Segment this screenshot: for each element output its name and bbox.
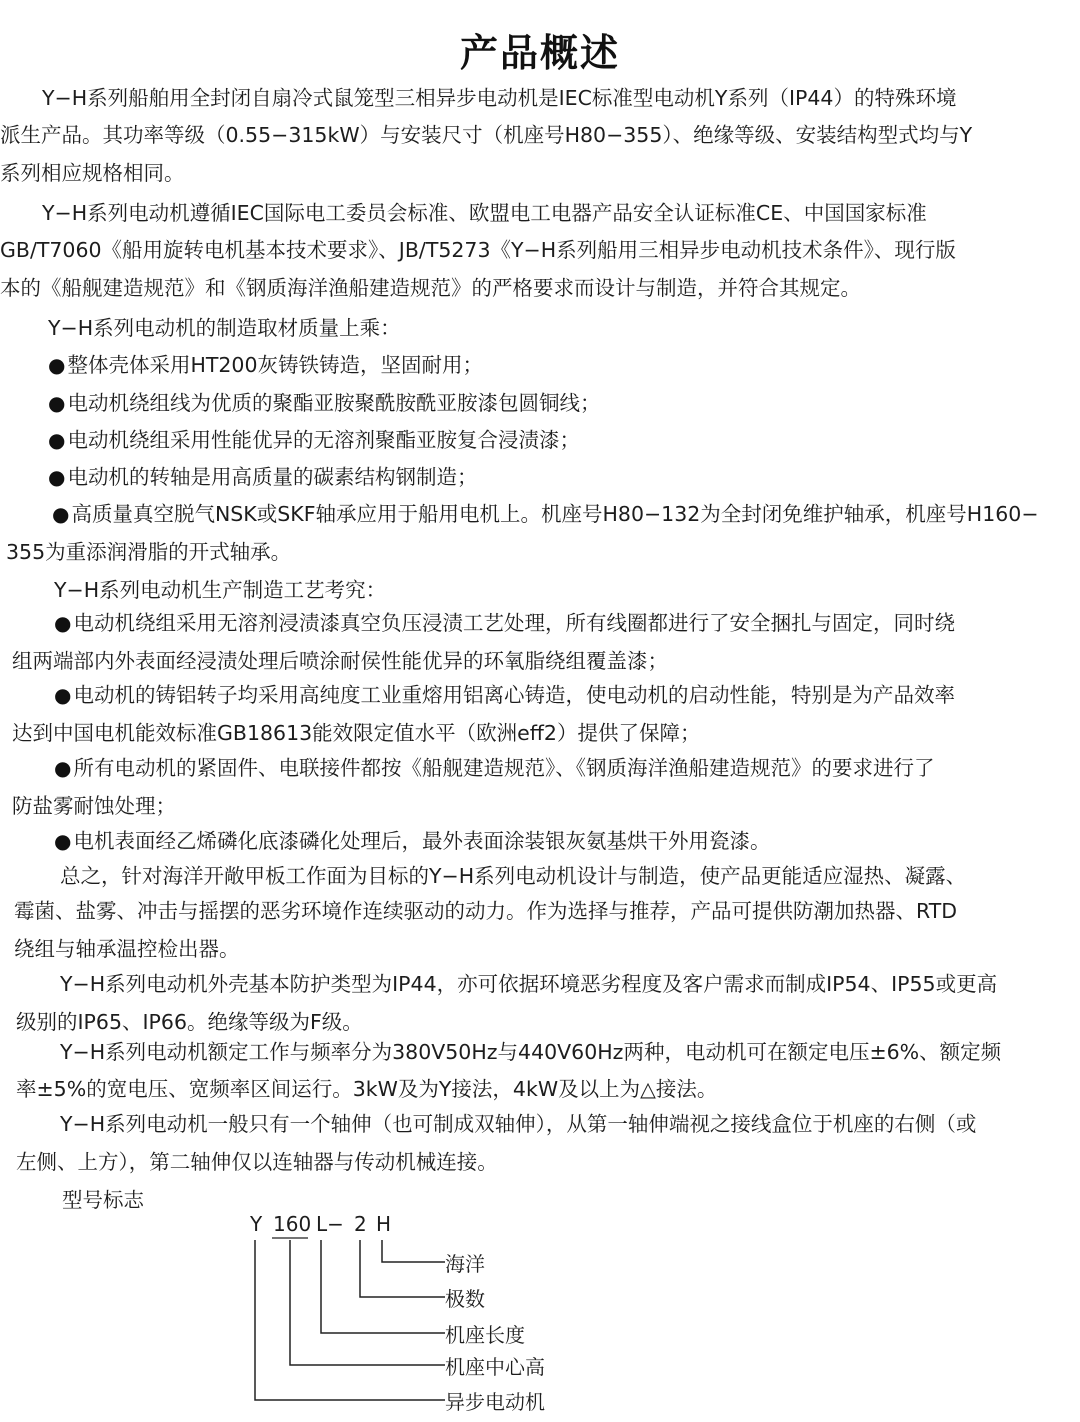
- text-line: 率±5%的宽电压、宽频率区间运行。3kW及为Y接法，4kW及以上为△接法。: [16, 1077, 718, 1101]
- text-line: 霉菌、盐雾、冲击与摇摆的恶劣环境作连续驱动的动力。作为选择与推荐，产品可提供防潮加热器、RTD: [14, 899, 958, 923]
- text-line: Y−H系列电动机额定工作与频率分为380V50Hz与440V60Hz两种，电动机可在额定电压±6%、额定频: [60, 1040, 1002, 1064]
- bullet-item: ● 电动机绕组采用性能优异的无溶剂聚酯亚胺复合浸渍漆；: [48, 426, 580, 454]
- text-line: Y−H系列电动机一般只有一个轴伸（也可制成双轴伸），从第一轴伸端视之接线盒位于机座的右侧（或: [60, 1112, 977, 1136]
- model-code-length: L−: [316, 1212, 344, 1236]
- bullet-item: ● 电动机绕组线为优质的聚酯亚胺聚酰胺酰亚胺漆包圆铜线；: [48, 389, 600, 417]
- bullet-item: ● 所有电动机的紧固件、电联接件都按《船舰建造规范》、《钢质海洋渔船建造规范》的要求进行了: [54, 754, 934, 782]
- text-line: 防盐雾耐蚀处理；: [12, 794, 176, 818]
- text-line: 派生产品。其功率等级（0.55−315kW）与安装尺寸（机座号H80−355）、绝缘等级、安装结构型式均与Y: [0, 123, 973, 147]
- text-line: 总之，针对海洋开敞甲板工作面为目标的Y−H系列电动机设计与制造，使产品更能适应湿热、凝露、: [60, 864, 967, 888]
- label-length: 机座长度: [445, 1323, 525, 1347]
- text-line: 355为重添润滑脂的开式轴承。: [6, 540, 292, 564]
- bullet-item: ● 电动机的转轴是用高质量的碳素结构钢制造；: [48, 463, 477, 491]
- label-height: 机座中心高: [445, 1355, 545, 1379]
- page-title: 产品概述: [459, 31, 620, 75]
- bullet-item: ● 高质量真空脱气NSK或SKF轴承应用于船用电机上。机座号H80−132为全封闭免维护轴承，机座号H160−: [52, 500, 1039, 528]
- text-line: 组两端部内外表面经浸渍处理后喷涂耐侯性能优异的环氧脂绕组覆盖漆；: [12, 649, 668, 673]
- model-code-poles: 2: [354, 1212, 367, 1236]
- model-code-marine: H: [376, 1212, 392, 1236]
- section-heading: Y−H系列电动机生产制造工艺考究：: [54, 578, 387, 602]
- bullet-item: ● 电动机的铸铝转子均采用高纯度工业重熔用铝离心铸造，使电动机的启动性能，特别是为产品效率: [54, 681, 955, 709]
- text-line: 级别的IP65、IP66。绝缘等级为F级。: [16, 1010, 363, 1034]
- text-line: Y−H系列电动机遵循IEC国际电工委员会标准、欧盟电工电器产品安全认证标准CE、中国国家标准: [42, 201, 927, 225]
- label-poles: 极数: [445, 1287, 485, 1311]
- bullet-item: ● 电机表面经乙烯磷化底漆磷化处理后，最外表面涂装银灰氨基烘干外用瓷漆。: [54, 827, 770, 855]
- bullet-item: ● 整体壳体采用HT200灰铸铁铸造，坚固耐用；: [48, 351, 483, 379]
- text-line: 系列相应规格相同。: [0, 161, 185, 185]
- text-line: GB/T7060《船用旋转电机基本技术要求》、JB/T5273《Y−H系列船用三相异步电动机技术条件》、现行版: [0, 238, 956, 262]
- text-line: 达到中国电机能效标准GB18613能效限定值水平（欧洲eff2）提供了保障；: [12, 721, 701, 745]
- model-code-connector-lines: [240, 1212, 600, 1417]
- section-heading: 型号标志: [62, 1188, 144, 1212]
- bullet-item: ● 电动机绕组采用无溶剂浸渍漆真空负压浸渍工艺处理，所有线圈都进行了安全捆扎与固定，同时绕: [54, 609, 955, 637]
- label-motor: 异步电动机: [445, 1390, 545, 1414]
- text-line: Y−H系列电动机外壳基本防护类型为IP44，亦可依据环境恶劣程度及客户需求而制成IP54、IP55或更高: [60, 972, 998, 996]
- text-line: 绕组与轴承温控检出器。: [14, 937, 240, 961]
- text-line: Y−H系列船舶用全封闭自扇冷式鼠笼型三相异步电动机是IEC标准型电动机Y系列（IP44）的特殊环境: [42, 86, 957, 110]
- label-marine: 海洋: [445, 1252, 485, 1276]
- model-code-diagram: [240, 1212, 600, 1417]
- section-heading: Y−H系列电动机的制造取材质量上乘：: [48, 316, 401, 340]
- text-line: 左侧、上方），第二轴伸仅以连轴器与传动机械连接。: [16, 1150, 498, 1174]
- model-code-size: 160: [273, 1212, 312, 1236]
- text-line: 本的《船舰建造规范》和《钢质海洋渔船建造规范》的严格要求而设计与制造，并符合其规定。: [0, 276, 861, 300]
- model-code-y: Y: [250, 1212, 263, 1236]
